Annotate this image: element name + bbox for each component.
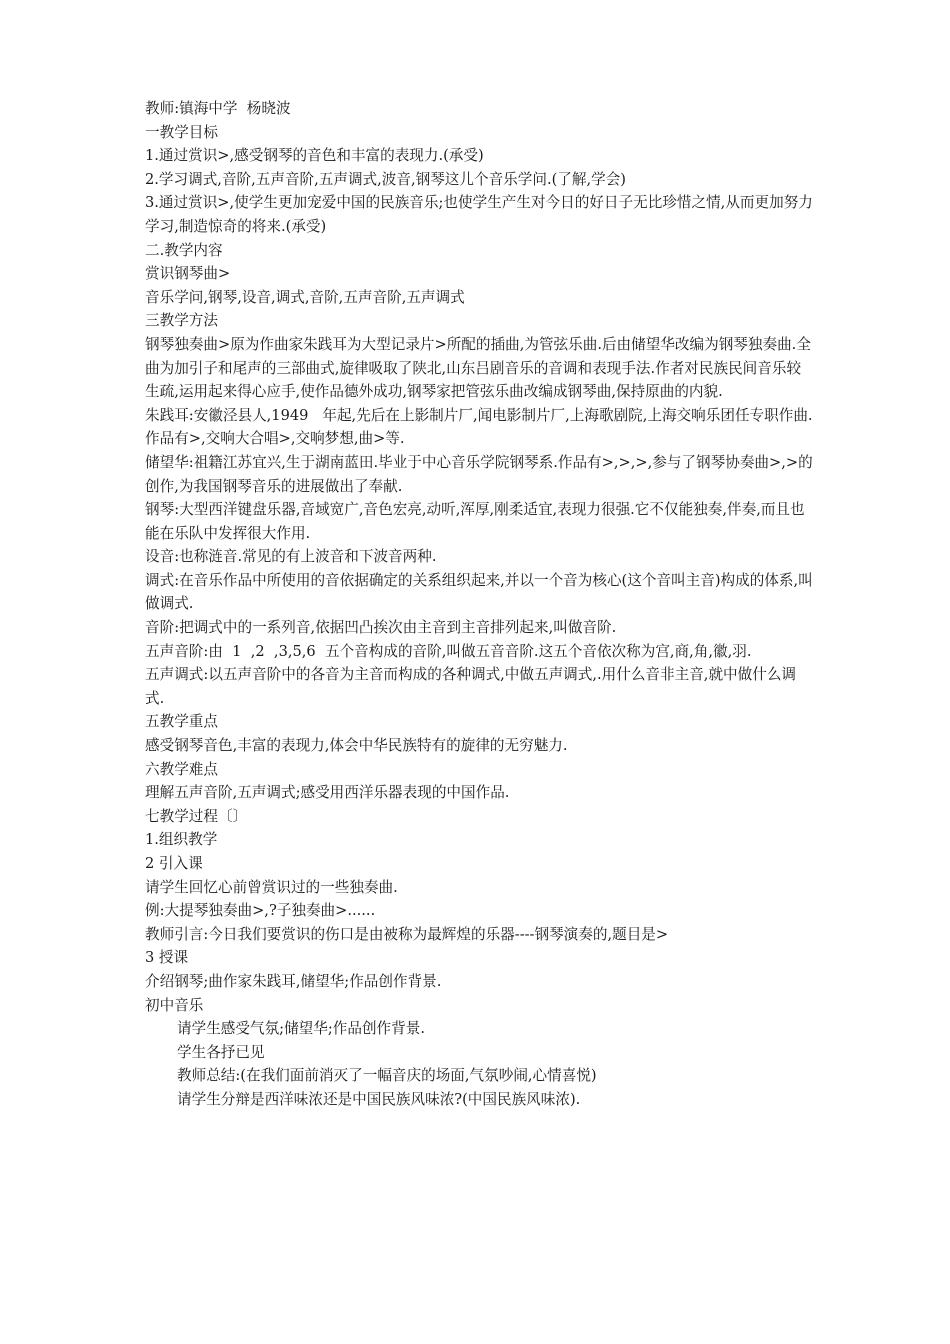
paragraph: 3.通过赏识>,使学生更加宠爱中国的民族音乐;也使学生产生对今日的好日子无比珍惜之情,从而更加努力学习,制造惊奇的将来.(承受) — [145, 194, 813, 235]
paragraph: 钢琴:大型西洋键盘乐器,音域宽广,音色宏亮,动听,浑厚,刚柔适宜,表现力很强.它不仅能独奏,伴奏,而且也能在乐队中发挥很大作用. — [145, 501, 805, 542]
paragraph: 二.教学内容 — [145, 241, 223, 259]
paragraph: 三教学方法 — [145, 312, 218, 330]
paragraph: 1.通过赏识>,感受钢琴的音色和丰富的表现力.(承受) — [145, 147, 484, 165]
paragraph: 调式:在音乐作品中所使用的音依据确定的关系组织起来,并以一个音为核心(这个音叫主音)构成的体系,叫做调式. — [145, 571, 813, 613]
paragraph: 储望华:祖籍江苏宜兴,生于湖南蓝田.毕业于中心音乐学院钢琴系.作品有>,>,>,参与了钢琴协奏曲>,>的创作,为我国钢琴音乐的进展做出了奉献. — [145, 453, 813, 495]
paragraph: 教师总结:(在我们面前消灭了一幅音庆的场面,气氛吵闹,心情喜悦) — [177, 1067, 597, 1085]
paragraph: 学生各抒已见 — [177, 1043, 265, 1061]
paragraph: 理解五声音阶,五声调式;感受用西洋乐器表现的中国作品. — [145, 784, 510, 802]
paragraph: 设音:也称涟音.常见的有上波音和下波音两种. — [145, 548, 437, 566]
paragraph: 音阶:把调式中的一系列音,依据凹凸挨次由主音到主音排列起来,叫做音阶. — [145, 619, 617, 637]
paragraph: 六教学难点 — [145, 760, 218, 778]
paragraph: 例:大提琴独奏曲>,?子独奏曲>...... — [145, 902, 376, 920]
paragraph: 2 引入课 — [145, 855, 203, 872]
paragraph: 3 授课 — [145, 949, 189, 967]
paragraph: 一教学目标 — [145, 123, 218, 141]
paragraph: 五教学重点 — [145, 713, 218, 731]
paragraph: 1.组织教学 — [145, 831, 218, 849]
paragraph: 钢琴独奏曲>原为作曲家朱践耳为大型记录片>所配的插曲,为管弦乐曲.后由储望华改编为钢琴独奏曲.全曲为加引子和尾声的三部曲式,旋律吸取了陕北,山东吕剧音乐的音调和表现手法.作者对民族民间音乐较生疏,运用起来得心应手,使作品德外成功,钢琴家把管弦乐曲改编成钢琴曲,保持原曲的内貌. — [145, 335, 811, 401]
paragraph: 请学生分辩是西洋味浓还是中国民族风味浓?(中国民族风味浓). — [177, 1090, 581, 1108]
paragraph: 五声音阶:由 1 ,2 ,3,5,6 五个音构成的音阶,叫做五音音阶.这五个音依次称为宫,商,角,徽,羽. — [145, 642, 752, 660]
paragraph: 感受钢琴音色,丰富的表现力,体会中华民族特有的旋律的无穷魅力. — [145, 737, 568, 755]
paragraph: 赏识钢琴曲> — [145, 265, 231, 283]
paragraph: 请学生回忆心前曾赏识过的一些独奏曲. — [145, 878, 398, 896]
paragraph: 介绍钢琴;曲作家朱践耳,储望华;作品创作背景. — [145, 972, 442, 990]
paragraph: 初中音乐 — [145, 996, 204, 1014]
paragraph: 2.学习调式,音阶,五声音阶,五声调式,波音,钢琴这儿个音乐学问.(了解,学会) — [145, 170, 627, 188]
paragraph: 教师:镇海中学 杨晓波 — [145, 100, 291, 117]
document-body — [145, 97, 815, 1112]
paragraph: 五声调式:以五声音阶中的各音为主音而构成的各种调式,中做五声调式,.用什么音非主音,就中做什么调式. — [145, 666, 797, 707]
paragraph: 请学生感受气氛;储望华;作品创作背景. — [177, 1020, 425, 1038]
paragraph: 音乐学问,钢琴,设音,调式,音阶,五声音阶,五声调式 — [145, 288, 465, 306]
paragraph: 朱践耳:安徽泾县人,1949 年起,先后在上影制片厂,闻电影制片厂,上海歌剧院,上海交响乐团任专职作曲.作品有>,交响大合唱>,交响梦想,曲>等. — [145, 406, 813, 448]
paragraph: 教师引言:今日我们要赏识的伤口是由被称为最辉煌的乐器----钢琴演奏的,题目是> — [145, 925, 669, 943]
paragraph: 七教学过程〔〕 — [145, 807, 248, 825]
